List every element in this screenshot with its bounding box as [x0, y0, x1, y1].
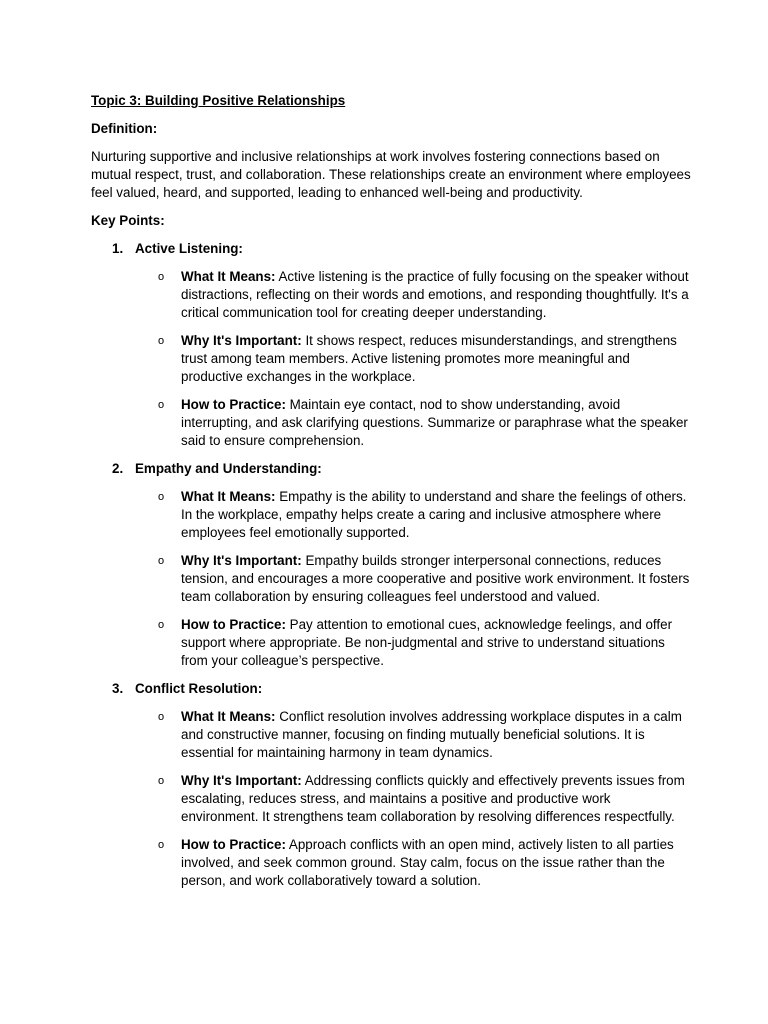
- circle-bullet-icon: o: [158, 271, 165, 283]
- circle-bullet-icon: o: [158, 335, 165, 347]
- sub-item-text: Empathy is the ability to understand and share the feelings of others. In the workplace, empathy helps create a caring and inclusive atmosphere where employees feel emotionally supported.: [181, 489, 687, 540]
- sub-item-label: How to Practice:: [181, 617, 286, 632]
- key-point-title: Active Listening:: [135, 241, 243, 256]
- sub-item-label: Why It's Important:: [181, 333, 302, 348]
- definition-text: Nurturing supportive and inclusive relationships at work involves fostering connections based on mutual respect, trust, and collaboration. These relationships create an environment where employees feel valued, heard, and supported, leading to enhanced well-being and productivity.: [91, 149, 691, 200]
- sub-item-why-important: [91, 772, 691, 826]
- key-point-active-listening: [91, 240, 691, 450]
- sub-item-label: How to Practice:: [181, 397, 286, 412]
- sub-item-label: Why It's Important:: [181, 773, 302, 788]
- key-points-label: Key Points:: [91, 213, 165, 228]
- topic-title: Topic 3: Building Positive Relationships: [91, 93, 346, 108]
- key-point-conflict-resolution: [91, 680, 691, 890]
- circle-bullet-icon: o: [158, 775, 165, 787]
- sub-item-label: Why It's Important:: [181, 553, 302, 568]
- circle-bullet-icon: o: [158, 619, 165, 631]
- sub-item-text: Maintain eye contact, nod to show understanding, avoid interrupting, and ask clarifying questions. Summarize or paraphrase what the speaker said to ensure comprehension.: [181, 397, 688, 448]
- key-point-title: Empathy and Understanding:: [135, 461, 322, 476]
- definition-label: Definition:: [91, 121, 158, 136]
- key-point-number: 2.: [112, 461, 124, 476]
- sub-item-text: Conflict resolution involves addressing workplace disputes in a calm and constructive manner, focusing on finding mutually beneficial solutions. It is essential for maintaining harmony in team dynamics.: [181, 709, 682, 760]
- key-point-header: [91, 680, 691, 698]
- sub-item-text: Pay attention to emotional cues, acknowledge feelings, and offer support where appropriate. Be non-judgmental and strive to understand situations from your colleague’s perspective.: [181, 617, 673, 668]
- sub-item-how-to-practice: [91, 836, 691, 890]
- sub-item-why-important: [91, 552, 691, 606]
- sub-item-what-it-means: [91, 268, 691, 322]
- circle-bullet-icon: o: [158, 711, 165, 723]
- key-point-header: [91, 460, 691, 478]
- key-point-empathy: [91, 460, 691, 670]
- sub-item-how-to-practice: [91, 396, 691, 450]
- sub-item-label: How to Practice:: [181, 837, 286, 852]
- sub-item-why-important: [91, 332, 691, 386]
- sub-item-what-it-means: [91, 708, 691, 762]
- key-point-number: 1.: [112, 241, 124, 256]
- circle-bullet-icon: o: [158, 399, 165, 411]
- sub-item-text: It shows respect, reduces misunderstandings, and strengthens trust among team members. Active listening promotes more meaningful and productive exchanges in the workplace.: [181, 333, 677, 384]
- sub-item-text: Addressing conflicts quickly and effectively prevents issues from escalating, reduces stress, and maintains a positive and productive work environment. It strengthens team collaboration by resolving differences respectfully.: [181, 773, 685, 824]
- sub-item-text: Approach conflicts with an open mind, actively listen to all parties involved, and seek common ground. Stay calm, focus on the issue rather than the person, and work collaboratively toward a solution.: [181, 837, 674, 888]
- key-point-number: 3.: [112, 681, 124, 696]
- circle-bullet-icon: o: [158, 555, 165, 567]
- sub-item-how-to-practice: [91, 616, 691, 670]
- sub-item-what-it-means: [91, 488, 691, 542]
- document-page: [91, 92, 691, 900]
- sub-item-text: Active listening is the practice of fully focusing on the speaker without distractions, reflecting on their words and emotions, and responding thoughtfully. It's a critical communication tool for creating deeper understanding.: [181, 269, 689, 320]
- circle-bullet-icon: o: [158, 839, 165, 851]
- sub-item-label: What It Means:: [181, 269, 276, 284]
- key-point-title: Conflict Resolution:: [135, 681, 263, 696]
- sub-item-label: What It Means:: [181, 709, 276, 724]
- circle-bullet-icon: o: [158, 491, 165, 503]
- key-point-header: [91, 240, 691, 258]
- sub-item-text: Empathy builds stronger interpersonal connections, reduces tension, and encourages a more cooperative and positive work environment. It fosters team collaboration by ensuring colleagues feel understood and valued.: [181, 553, 690, 604]
- sub-item-label: What It Means:: [181, 489, 276, 504]
